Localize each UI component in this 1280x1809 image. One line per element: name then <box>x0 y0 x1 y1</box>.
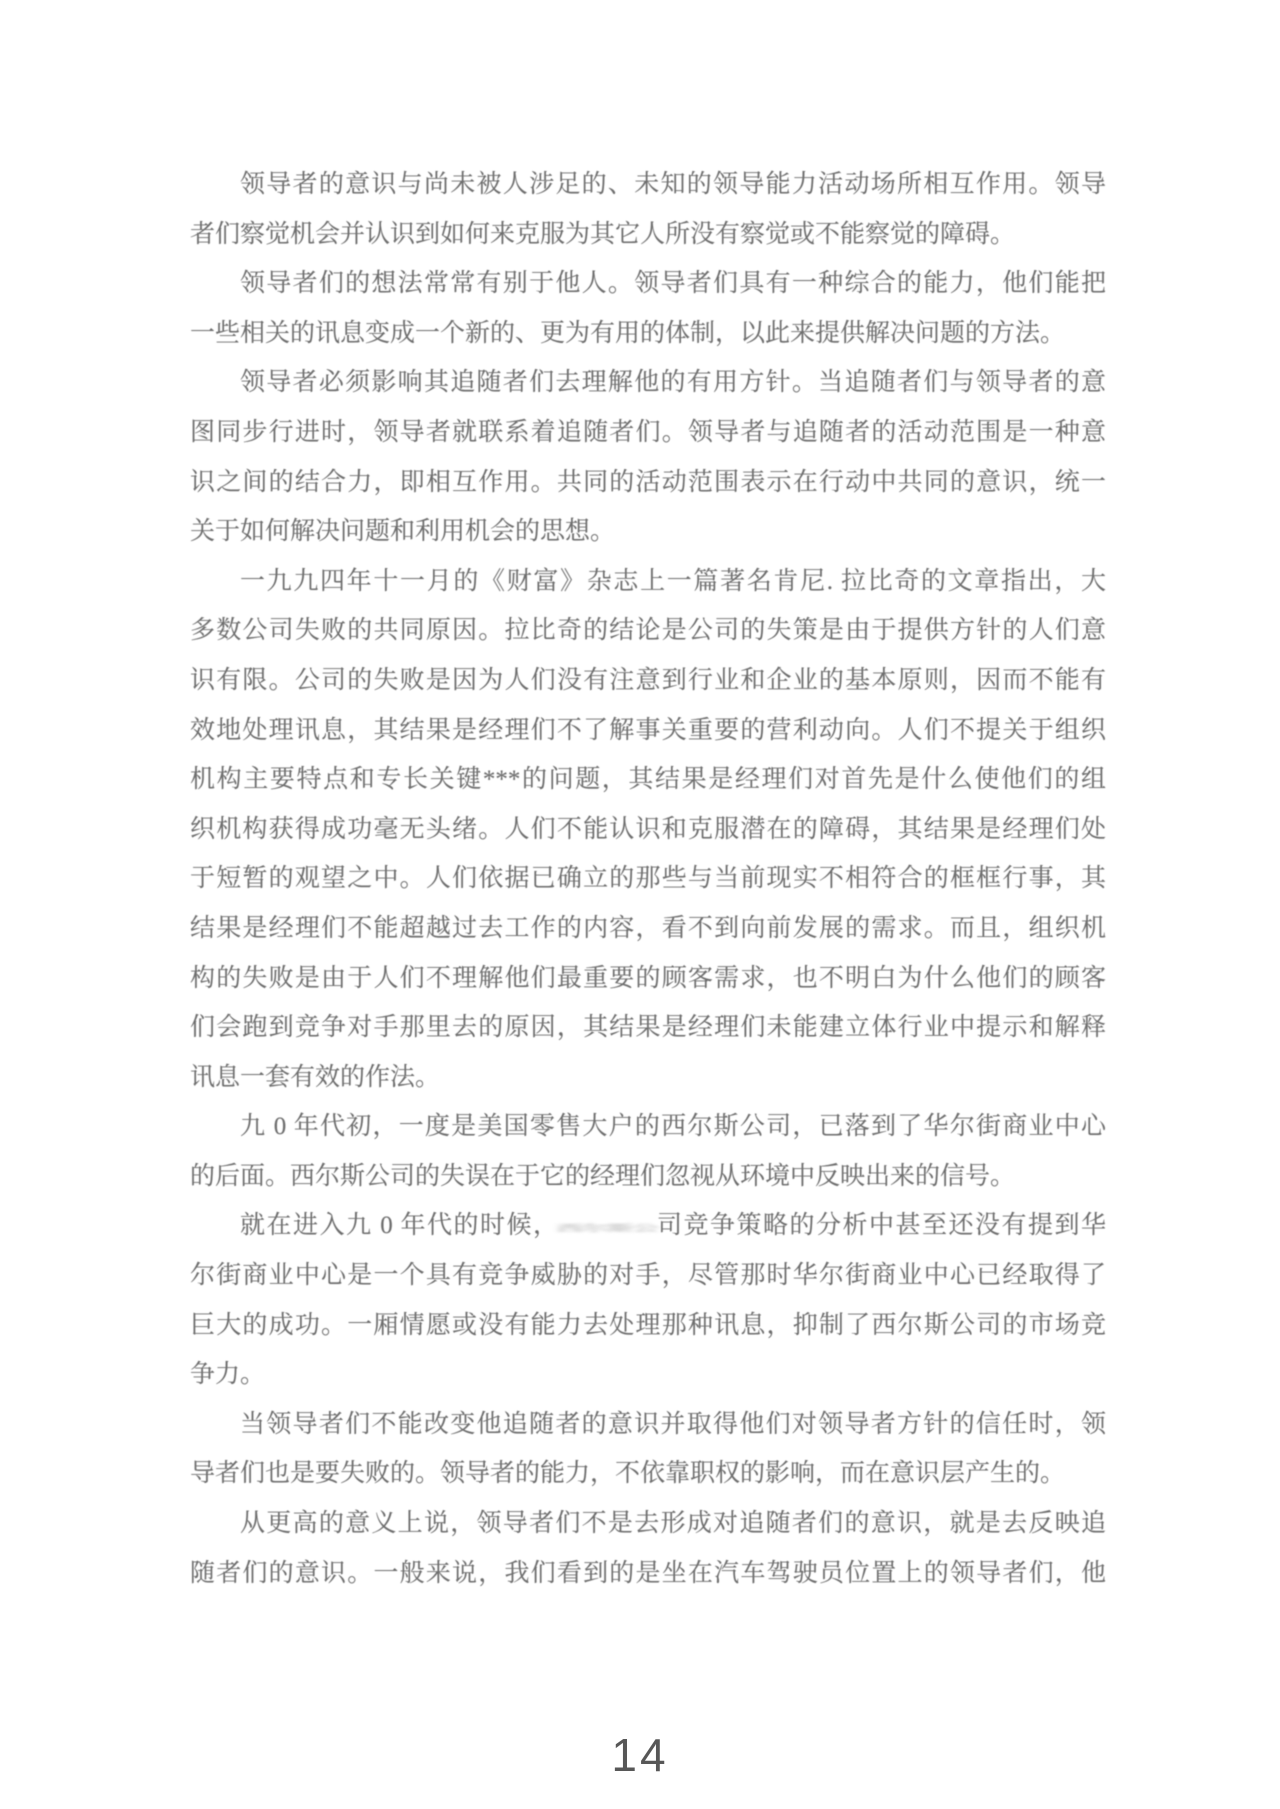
blurred-text: 西尔斯公 <box>557 1224 658 1235</box>
text-line: 当领导者们不能改变他追随者的意识并取得他们对领导者方针的信任时，领 <box>240 1410 1106 1438</box>
page-number: 14 <box>611 1729 669 1781</box>
text-line: 一些相关的讯息变成一个新的、更为有用的体制，以此来提供解决问题的方法。 <box>190 319 1066 347</box>
text-line: 关于如何解决问题和利用机会的思想。 <box>190 518 616 546</box>
text-line: 结果是经理们不能超越过去工作的内容，看不到向前发展的需求。而且，组织机 <box>190 914 1106 942</box>
text-line: 讯息一套有效的作法。 <box>190 1063 441 1091</box>
text-line: 尔街商业中心是一个具有竞争威胁的对手，尽管那时华尔街商业中心已经取得了 <box>190 1262 1106 1290</box>
text-segment: 就在进入九 0 年代的时候， <box>240 1212 560 1240</box>
text-line: 构的失败是由于人们不理解他们最重要的顾客需求，也不明白为什么他们的顾客 <box>190 964 1106 992</box>
text-line <box>190 1201 1106 1251</box>
text-line: 织机构获得成功毫无头绪。人们不能认识和克服潜在的障碍，其结果是经理们处 <box>190 815 1106 843</box>
text-line: 图同步行进时，领导者就联系着追随者们。领导者与追随者的活动范围是一种意 <box>190 418 1106 446</box>
text-line: 机构主要特点和专长关键***的问题，其结果是经理们对首先是什么使他们的组 <box>190 766 1106 794</box>
text-line: 随者们的意识。一般来说，我们看到的是坐在汽车驾驶员位置上的领导者们，他 <box>190 1559 1106 1587</box>
text-line: 领导者必须影响其追随者们去理解他的有用方针。当追随者们与领导者的意 <box>240 369 1106 397</box>
text-line: 巨大的成功。一厢情愿或没有能力去处理那种讯息，抑制了西尔斯公司的市场竞 <box>190 1311 1106 1339</box>
text-block <box>190 160 1106 1598</box>
text-line: 从更高的意义上说，领导者们不是去形成对追随者们的意识，就是去反映追 <box>240 1510 1106 1538</box>
text-line: 争力。 <box>190 1361 266 1389</box>
text-line: 导者们也是要失败的。领导者的能力，不依靠职权的影响，而在意识层产生的。 <box>190 1460 1066 1488</box>
text-line: 一九九四年十一月的《财富》杂志上一篇著名肯尼. 拉比奇的文章指出，大 <box>240 567 1106 595</box>
text-line: 领导者的意识与尚未被人涉足的、未知的领导能力活动场所相互作用。领导 <box>240 171 1106 198</box>
text-segment: 司竞争策略的分析中甚至还没有提到华 <box>655 1212 1106 1240</box>
text-line: 者们察觉机会并认识到如何来克服为其它人所没有察觉或不能察觉的障碍。 <box>190 220 1016 248</box>
text-line: 效地处理讯息，其结果是经理们不了解事关重要的营利动向。人们不提关于组织 <box>190 716 1106 744</box>
text-line: 于短暂的观望之中。人们依据已确立的那些与当前现实不相符合的框框行事，其 <box>190 865 1106 893</box>
text-line: 识有限。公司的失败是因为人们没有注意到行业和企业的基本原则，因而不能有 <box>190 666 1106 694</box>
text-line: 识之间的结合力，即相互作用。共同的活动范围表示在行动中共同的意识，统一 <box>190 468 1106 496</box>
text-line: 的后面。西尔斯公司的失误在于它的经理们忽视从环境中反映出来的信号。 <box>190 1162 1016 1190</box>
text-line: 们会跑到竞争对手那里去的原因，其结果是经理们未能建立体行业中提示和解释 <box>190 1014 1106 1042</box>
text-line: 九 0 年代初，一度是美国零售大户的西尔斯公司，已落到了华尔街商业中心 <box>240 1113 1106 1141</box>
text-line: 多数公司失败的共同原因。拉比奇的结论是公司的失策是由于提供方针的人们意 <box>190 617 1106 645</box>
text-line: 领导者们的想法常常有别于他人。领导者们具有一种综合的能力，他们能把 <box>240 270 1106 298</box>
